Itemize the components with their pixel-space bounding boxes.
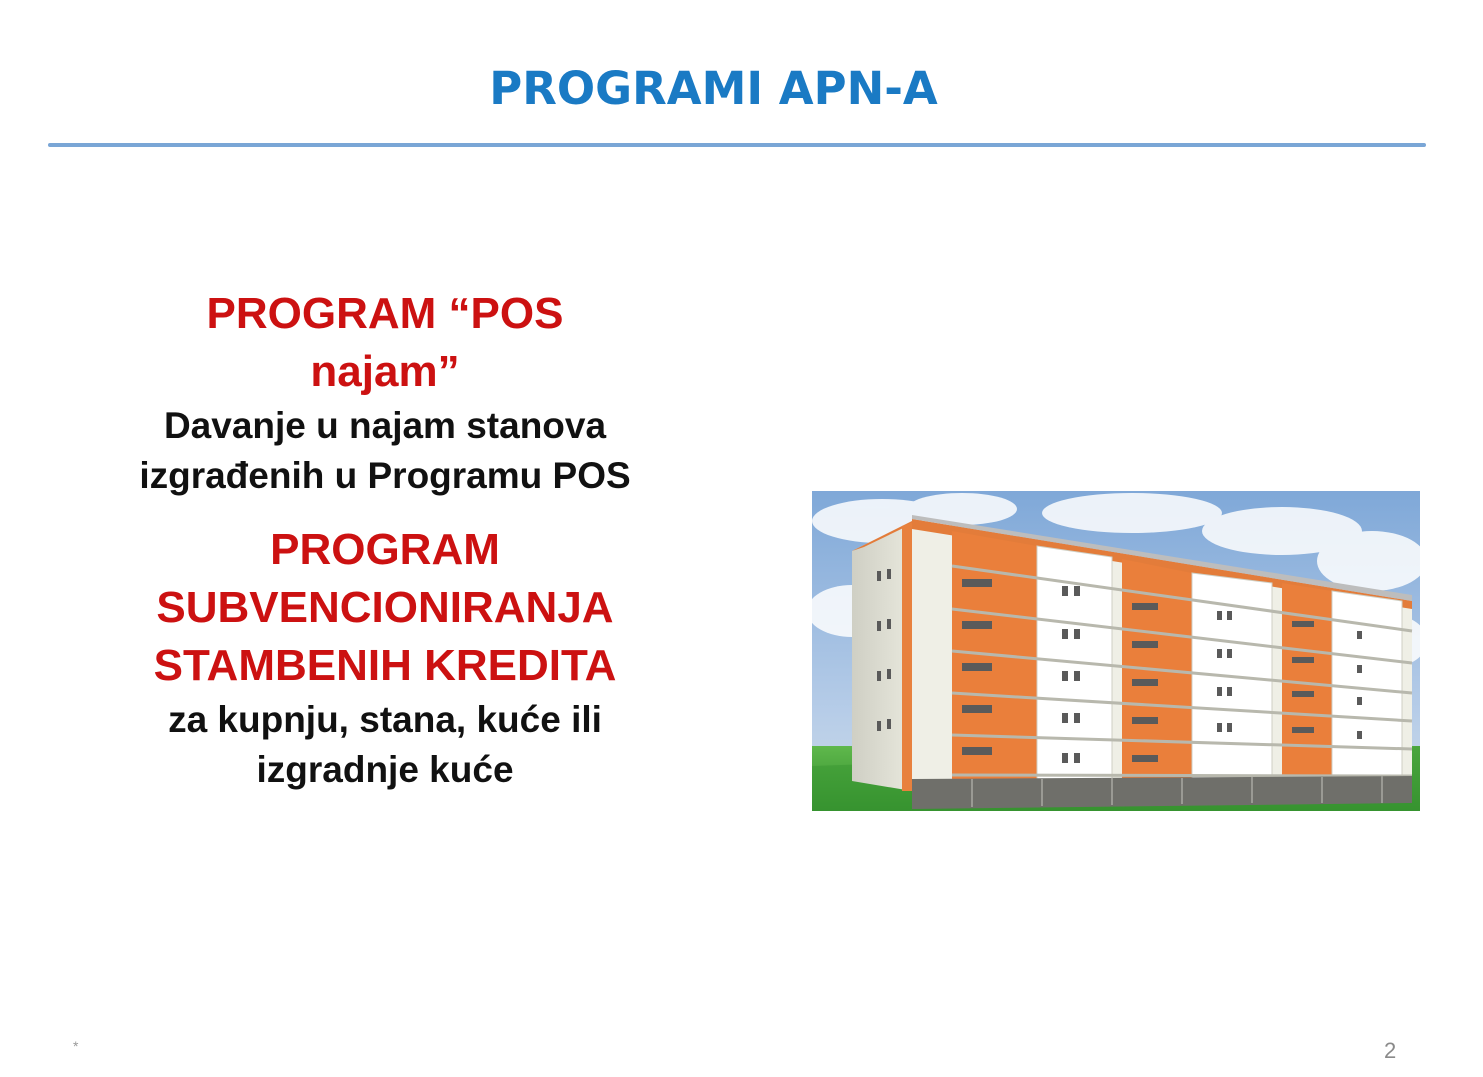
program-sub-heading-line2: SUBVENCIONIRANJA — [156, 583, 614, 632]
apartment-building-illustration — [812, 491, 1420, 811]
program-pos-desc-line1: Davanje u najam stanova — [163, 405, 607, 446]
program-sub-heading-line1: PROGRAM — [270, 525, 500, 574]
footer-mark: * — [73, 1038, 79, 1054]
slide-title: PROGRAMI APN-A — [489, 62, 938, 115]
title-divider — [48, 143, 1426, 147]
page-number: 2 — [1384, 1038, 1397, 1063]
program-sub-desc-line2: izgradnje kuće — [256, 749, 514, 790]
programs-text-block — [95, 285, 675, 795]
program-sub-heading-line3: STAMBENIH KREDITA — [153, 641, 617, 690]
program-sub-desc-line1: za kupnju, stana, kuće ili — [168, 699, 602, 740]
program-pos-heading-line1: PROGRAM “POS — [206, 289, 564, 338]
program-pos-desc-line2: izgrađenih u Programu POS — [139, 455, 631, 496]
program-pos-heading-line2: najam” — [310, 347, 460, 396]
